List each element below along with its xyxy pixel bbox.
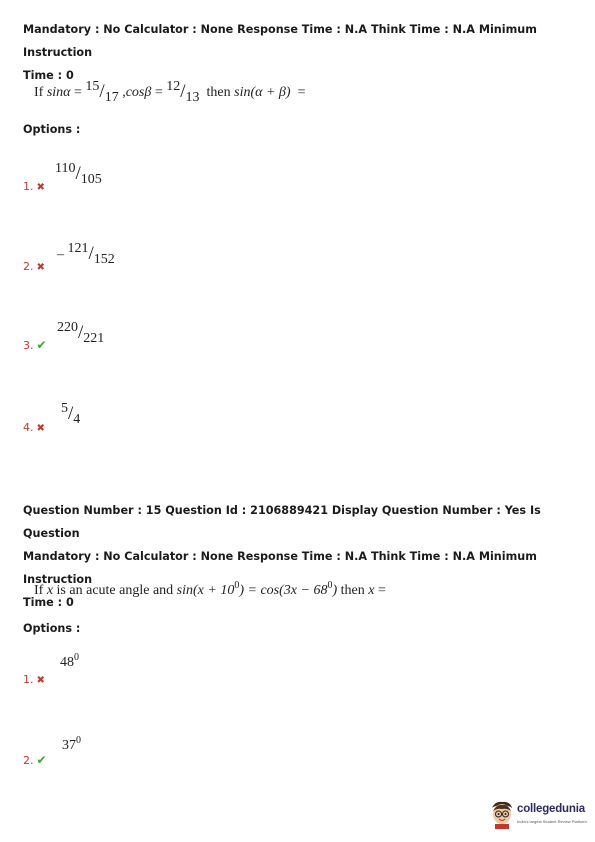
question-word: If — [34, 85, 44, 100]
option-number-label: 4. — [23, 421, 34, 434]
brand-name: collegedunia — [517, 803, 585, 815]
header-line: Question Number : 15 Question Id : 2106889421 Display Question Number : Yes Is Question — [23, 504, 541, 540]
fraction-numerator: 15 — [85, 79, 100, 94]
options-label: Options : — [23, 622, 81, 635]
fraction-denominator: 4 — [73, 412, 81, 427]
question-math: = — [154, 85, 163, 100]
option-number-label: 1. — [23, 180, 34, 193]
question-math: ) — [332, 583, 338, 598]
wrong-icon: ✖ — [36, 423, 45, 434]
option-exponent: 0 — [74, 652, 79, 663]
option-number[interactable] — [23, 673, 45, 686]
question-meta — [23, 18, 583, 87]
option-sign: – — [57, 247, 64, 262]
question-math: = — [74, 85, 82, 100]
wrong-icon: ✖ — [36, 262, 45, 273]
option-number[interactable] — [23, 753, 47, 767]
question-word: is an acute angle and — [56, 583, 174, 598]
fraction-denominator: 105 — [80, 172, 102, 187]
fraction: 12/13 — [166, 79, 200, 105]
options-label: Options : — [23, 123, 81, 136]
option-value: – 121/152 — [57, 241, 115, 267]
option-value: 110/105 — [55, 161, 102, 187]
question-text — [34, 79, 306, 105]
question-word: then — [340, 583, 365, 598]
option-value — [60, 652, 79, 671]
option-base: 48 — [60, 655, 74, 670]
header-line: Time : 0 — [23, 596, 74, 609]
option-number[interactable] — [23, 338, 47, 352]
question-math: sin(x + 10 — [176, 583, 235, 598]
fraction-numerator: 5 — [61, 401, 68, 416]
check-icon: ✔ — [36, 753, 47, 767]
meta-line: Mandatory : No Calculator : None Response Time : N.A Think Time : N.A Minimum Instruction — [23, 23, 537, 59]
brand-tagline: India's largest Student Review Platform — [517, 819, 587, 824]
question-math: 0 — [234, 580, 240, 591]
header-line: Mandatory : No Calculator : None Response Time : N.A Think Time : N.A Minimum Instruction — [23, 550, 537, 586]
wrong-icon: ✖ — [36, 675, 45, 686]
collegedunia-logo — [489, 799, 589, 833]
option-number[interactable] — [23, 260, 45, 273]
question-math: = — [297, 85, 306, 100]
question-math: ) = cos(3x − 68 — [239, 583, 328, 598]
wrong-icon: ✖ — [36, 182, 45, 193]
question-math: cosβ — [125, 85, 152, 100]
option-number[interactable] — [23, 421, 45, 434]
fraction-denominator: 221 — [83, 331, 105, 346]
check-icon: ✔ — [36, 338, 47, 352]
option-exponent: 0 — [76, 735, 81, 746]
option-number-label: 2. — [23, 754, 34, 767]
option-value: 220/221 — [57, 320, 105, 346]
option-number-label: 2. — [23, 260, 34, 273]
fraction-numerator: 110 — [55, 161, 76, 176]
fraction-denominator: 13 — [185, 90, 200, 105]
fraction: 15/17 — [85, 79, 119, 105]
option-number-label: 3. — [23, 339, 34, 352]
option-base: 37 — [62, 738, 76, 753]
fraction-denominator: 152 — [93, 252, 115, 267]
meta-line: Time : 0 — [23, 69, 74, 82]
fraction-numerator: 121 — [67, 241, 89, 256]
student-mascot-icon — [489, 799, 515, 829]
question-math: = — [377, 583, 386, 598]
option-number[interactable] — [23, 180, 45, 193]
question-word: then — [206, 85, 231, 100]
fraction-denominator: 17 — [104, 90, 119, 105]
question-math: sinα — [46, 85, 71, 100]
option-value: 5/4 — [61, 401, 81, 427]
question-word: If — [34, 583, 44, 598]
fraction-numerator: 12 — [166, 79, 181, 94]
question-math: sin(α + β) — [234, 85, 291, 100]
fraction-numerator: 220 — [57, 320, 78, 335]
question-math: x — [368, 583, 375, 598]
question-math: , — [122, 85, 126, 100]
question-math: x — [46, 583, 54, 598]
option-number-label: 1. — [23, 673, 34, 686]
question-text — [34, 580, 386, 599]
question-math: 0 — [327, 580, 333, 591]
option-value — [62, 735, 81, 754]
